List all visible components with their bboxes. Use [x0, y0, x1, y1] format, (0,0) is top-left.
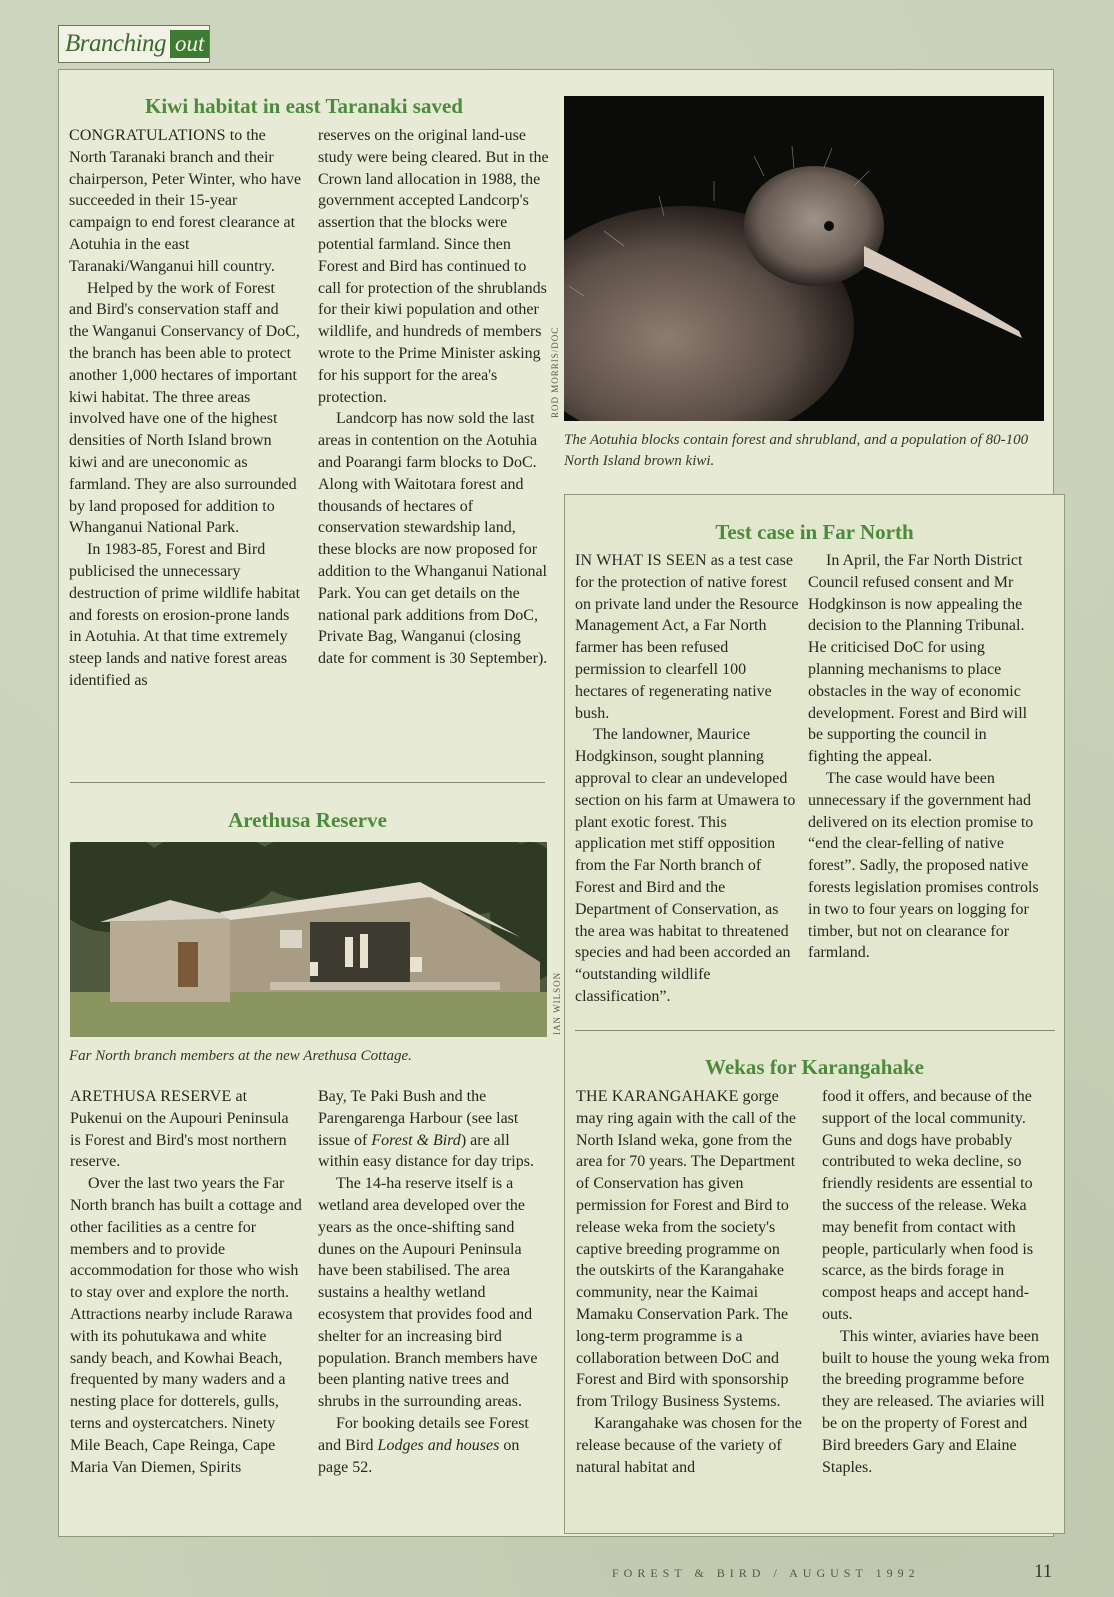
farnorth-column-2 — [808, 550, 1040, 964]
arethusa-photo-credit: IAN WILSON — [552, 971, 562, 1035]
farnorth-col2-para1: In April, the Far North District Council refused consent and Mr Hodgkinson is now appealing the decision to the Planning Tribunal. He criticised DoC for using planning mechanisms to place obstacles in the way of economic development. Forest and Bird will be supporting the council in fighting the appeal. — [808, 552, 1028, 766]
farnorth-col1-para2: The landowner, Maurice Hodgkinson, sought planning approval to clear an undeveloped section on his farm at Umawera to plant exotic forest. This application met stiff opposition from the Far North branch of Forest and Bird and the Department of Conservation, as the area was habitat to threatened species and had been accorded an “outstanding wildlife classification”. — [575, 726, 796, 1005]
farnorth-lead: IN WHAT IS SEEN — [575, 552, 707, 569]
arethusa-col2-para1: Bay, Te Paki Bush and the Parengarenga Harbour (see last issue of Forest & Bird) are all within easy distance for day trips. — [318, 1088, 534, 1171]
section-logo — [58, 25, 210, 63]
wekas-col1-para2: Karangahake was chosen for the release because of the variety of natural habitat and — [576, 1414, 802, 1476]
wekas-col2-para1: food it offers, and because of the support of the local community. Guns and dogs have probably contributed to weka decline, so friendly residents are essential to the success of the release. Weka may benefit from contact with people, particularly when food is scarce, as the birds forage in compost heaps and accept hand-outs. — [822, 1088, 1034, 1323]
footer-publication: FOREST & BIRD / AUGUST 1992 — [612, 1566, 920, 1580]
kiwi-column-2 — [318, 125, 550, 670]
arethusa-col1-para1: at Pukenui on the Aupouri Peninsula is Forest and Bird's most northern reserve. — [70, 1088, 289, 1171]
divider-wekas — [575, 1030, 1055, 1031]
arethusa-col2-para2: The 14-ha reserve itself is a wetland area developed over the years as the once-shifting sand dunes on the Aupouri Peninsula have been stabilised. The area sustains a healthy wetland ecosystem that provides food and shelter for an increasing bird population. Branch members have been planting native trees and shrubs in the surrounding areas. — [318, 1175, 538, 1411]
kiwi-eye — [824, 221, 834, 231]
arethusa-column-1 — [70, 1086, 302, 1478]
arethusa-col2-para3: For booking details see Forest and Bird Lodges and houses on page 52. — [318, 1414, 529, 1476]
kiwi-col2-para2: Landcorp has now sold the last areas in contention on the Aotuhia and Poarangi farm blocks to DoC. Along with Waitotara forest and thousands of hectares of conservation stewardship land, these blocks are now proposed for addition to the Whanganui National Park. You can get details on the national park additions from DoC, Private Bag, Wanganui (closing date for comment is 30 September). — [318, 410, 548, 668]
cottage-door — [178, 942, 198, 987]
arethusa-caption: Far North branch members at the new Arethusa Cottage. — [69, 1048, 412, 1064]
kiwi-photo — [564, 96, 1044, 421]
kiwi-col1-para1: to the North Taranaki branch and their chairperson, Peter Winter, who have succeeded in their 15-year campaign to end forest clearance at Aotuhia in the east Taranaki/Wanganui hill country. — [69, 127, 302, 275]
wekas-headline: Wekas for Karangahake — [705, 1055, 924, 1079]
arethusa-lead: ARETHUSA RESERVE — [70, 1088, 232, 1105]
kiwi-lead: CONGRATULATIONS — [69, 127, 226, 144]
kiwi-beak — [864, 246, 1022, 338]
cottage-deck — [270, 982, 500, 990]
kiwi-headline: Kiwi habitat in east Taranaki saved — [145, 94, 463, 118]
kiwi-col1-para2: Helped by the work of Forest and Bird's conservation staff and the Wanganui Conservancy of DoC, the branch has been able to protect another 1,000 hectares of important kiwi habitat. The three areas involved have one of the highest densities of North Island brown kiwi and are uneconomic as farmland. They are also surrounded by land proposed for addition to Whanganui National Park. — [69, 279, 300, 537]
wekas-column-1 — [576, 1086, 802, 1478]
arethusa-headline: Arethusa Reserve — [228, 808, 387, 832]
logo-word-branching: Branching — [65, 30, 167, 57]
logo-word-out: out — [170, 30, 209, 58]
wekas-col1-para1: gorge may ring again with the call of the North Island weka, gone from the area for 70 years. The Department of Conservation has given permission for Forest and Bird to release weka from the society's captive breeding programme on the outskirts of the Karangahake community, near the Kaimai Mamaku Conservation Park. The long-term programme is a collaboration between DoC and Forest and Bird with sponsorship from Trilogy Business Systems. — [576, 1088, 796, 1411]
farnorth-headline: Test case in Far North — [715, 520, 914, 544]
kiwi-column-1 — [69, 125, 302, 692]
arethusa-cottage-illustration — [70, 842, 547, 1037]
farnorth-col2-para2: The case would have been unnecessary if the government had delivered on its election promise to “end the clear-felling of native forest”. Sadly, the proposed native forests legislation promises controls in two to four years on logging for timber, but not on clearance for farmland. — [808, 769, 1039, 962]
arethusa-column-2 — [318, 1086, 548, 1478]
farnorth-column-1 — [575, 550, 801, 1008]
kiwi-illustration — [564, 96, 1044, 421]
cottage-left-wall — [110, 917, 230, 1002]
kiwi-caption: The Aotuhia blocks contain forest and shrubland, and a population of 80-100 North Island brown kiwi. — [564, 432, 1029, 469]
kiwi-head — [744, 166, 884, 286]
kiwi-col1-para3: In 1983-85, Forest and Bird publicised the unnecessary destruction of prime wildlife habitat and forests on erosion-prone lands in Aotuhia. At that time extremely steep lands and native forest areas identified as — [69, 541, 301, 689]
arethusa-col1-para2: Over the last two years the Far North branch has built a cottage and other facilities as a centre for members and to provide accommodation for those who wish to stay over and explore the north. Attractions nearby include Rarawa with its pohutukawa and white sandy beach, and Kowhai Beach, frequented by many waders and a nesting place for dotterels, gulls, terns and oystercatchers. Ninety Mile Beach, Cape Reinga, Cape Maria Van Diemen, Spirits — [70, 1175, 302, 1476]
arethusa-photo — [70, 842, 547, 1037]
cottage-window — [280, 930, 302, 948]
farnorth-col1-para1: as a test case for the protection of native forest on private land under the Resource Management Act, a Far North farmer has been refused permission to clearfell 100 hectares of regenerating native bush. — [575, 552, 799, 722]
wekas-column-2 — [822, 1086, 1054, 1478]
divider-arethusa — [70, 782, 545, 783]
wekas-col2-para2: This winter, aviaries have been built to house the young weka from the breeding programme before they are released. The aviaries will be on the property of Forest and Bird breeders Gary and Elaine Staples. — [822, 1327, 1050, 1476]
page-number: 11 — [1034, 1561, 1053, 1582]
wekas-lead: THE KARANGAHAKE — [576, 1088, 739, 1105]
kiwi-photo-credit: ROD MORRIS/DOC — [550, 326, 560, 418]
kiwi-col2-para1: reserves on the original land-use study were being cleared. But in the Crown land allocation in 1988, the government accepted Landcorp's assertion that the blocks were potential farmland. Since then Forest and Bird has continued to call for protection of the shrublands for their kiwi population and other wildlife, and hundreds of members wrote to the Prime Minister asking for his support for the area's protection. — [318, 127, 549, 406]
